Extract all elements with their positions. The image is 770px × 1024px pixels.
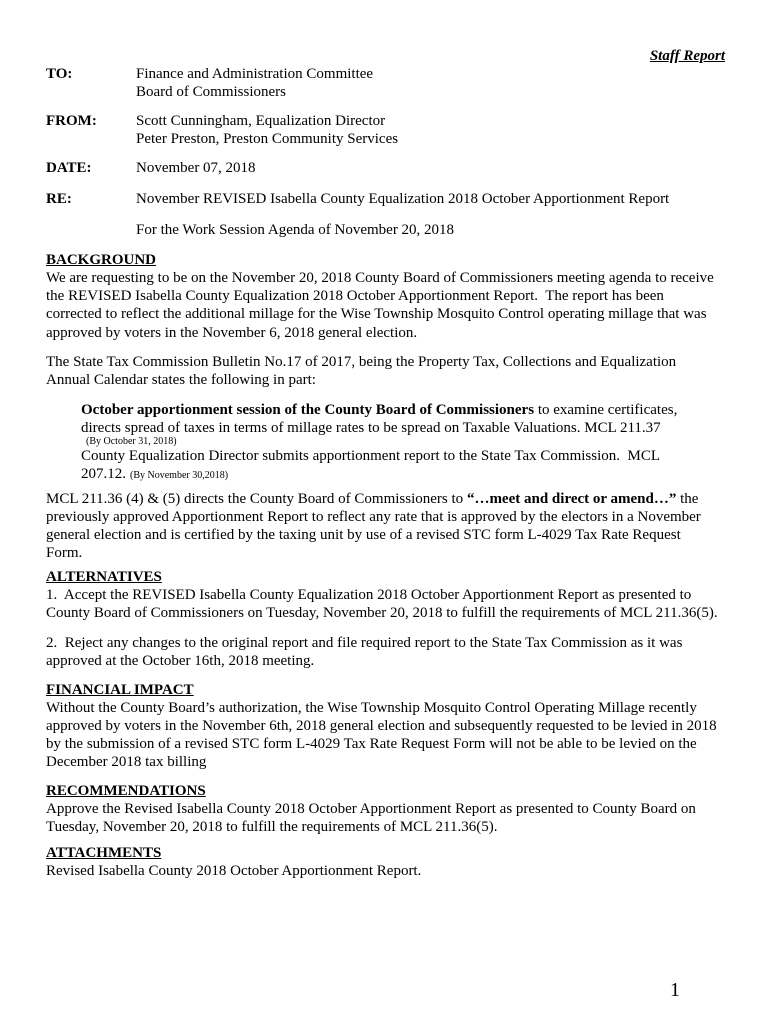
memo-to-row: [0, 65, 770, 105]
to-recipients: [136, 65, 373, 101]
text-line: general election and is certified by the taxing unit by use of a revised STC form L-4029 Tax Rate Request: [46, 527, 681, 544]
text-line: by the submission of a revised STC form L-4029 Tax Rate Request Form will not be able to be levied on the: [46, 736, 697, 752]
attachment-item: Revised Isabella County 2018 October Apportionment Report.: [46, 863, 422, 879]
text-line: Approve the Revised Isabella County 2018 October Apportionment Report as presented to County Board on: [46, 801, 696, 817]
from-sender: Peter Preston, Preston Community Services: [136, 131, 399, 147]
from-sender: Scott Cunningham, Equalization Director: [136, 113, 386, 129]
text-line: December 2018 tax billing: [46, 754, 207, 770]
from-label: FROM:: [46, 113, 97, 129]
to-label: TO:: [46, 66, 73, 82]
calendar-item-1-deadline: (By October 31, 2018): [86, 436, 177, 447]
calendar-item-1-text: to examine certificates,: [534, 402, 678, 418]
alternatives-section: [46, 568, 718, 623]
calendar-item-2: County Equalization Director submits apportionment report to the State Tax Commission. MCL: [81, 448, 661, 464]
alternatives-heading: ALTERNATIVES: [46, 569, 162, 585]
alternative-1-line: 1. Accept the REVISED Isabella County Equalization 2018 October Apportionment Report as presented to: [46, 587, 692, 604]
calendar-item-1-title: October apportionment session of the County Board of Commissioners: [81, 402, 535, 418]
recommendations-heading: RECOMMENDATIONS: [46, 783, 206, 799]
re-label: RE:: [46, 191, 72, 207]
text-line: Without the County Board’s authorization, the Wise Township Mosquito Control Operating Millage recently: [46, 700, 697, 716]
alternative-1-line: County Board of Commissioners on Tuesday, November 20, 2018 to fulfill the requirements of MCL 211.36(5).: [46, 605, 718, 622]
attachments-section: [46, 844, 421, 880]
from-senders: [136, 112, 398, 148]
alternative-2: [46, 634, 682, 670]
calendar-item-1-line-2: directs spread of taxes in terms of millage rates to be spread on Taxable Valuations. MCL 211.37: [81, 420, 661, 436]
financial-impact-heading: FINANCIAL IMPACT: [46, 682, 194, 698]
text-line: We are requesting to be on the November 20, 2018 County Board of Commissioners meeting agenda to receive: [46, 270, 714, 286]
text-line: the REVISED Isabella County Equalization 2018 October Apportionment Report. The report has been: [46, 288, 664, 305]
page-number: 1: [670, 979, 680, 1001]
annual-calendar-excerpt: [81, 401, 677, 485]
text-segment: MCL 211.36 (4) & (5) directs the County Board of Commissioners to: [46, 491, 467, 507]
alternative-2-line: 2. Reject any changes to the original report and file required report to the State Tax Commission as it was: [46, 635, 683, 651]
calendar-item-2-reference: 207.12.: [81, 466, 126, 482]
staff-report-label: Staff Report: [649, 48, 725, 64]
memo-agenda: For the Work Session Agenda of November 20, 2018: [136, 222, 455, 238]
background-paragraph-3: [46, 490, 701, 562]
text-line: previously approved Apportionment Report to reflect any rate that is approved by the electors in a November: [46, 509, 701, 526]
memo-subject: November REVISED Isabella County Equalization 2018 October Apportionment Report: [136, 191, 670, 207]
text-line: Annual Calendar states the following in part:: [46, 372, 316, 389]
text-line: Tuesday, November 20, 2018 to fulfill the requirements of MCL 211.36(5).: [46, 819, 498, 835]
date-label: DATE:: [46, 160, 92, 176]
attachments-heading: ATTACHMENTS: [46, 845, 162, 861]
text-line: The State Tax Commission Bulletin No.17 of 2017, being the Property Tax, Collections and Equalization: [46, 354, 677, 370]
background-paragraph-1: [46, 269, 714, 342]
recommendations-section: [46, 782, 696, 836]
text-line: approved by voters in the November 6th, 2018 general election and subsequently requested to be levied in 2018: [46, 718, 717, 734]
memo-from-row: [0, 112, 770, 152]
text-segment: the: [676, 491, 699, 507]
alternative-2-line: approved at the October 16th, 2018 meeting.: [46, 653, 315, 670]
quoted-text: “…meet and direct or amend…”: [466, 491, 677, 507]
text-line: corrected to reflect the additional millage for the Wise Township Mosquito Control operating millage that was: [46, 306, 707, 323]
text-line: approved by voters in the November 6, 2018 general election.: [46, 324, 418, 341]
calendar-item-2-deadline: (By November 30,2018): [130, 470, 229, 481]
financial-impact-section: [46, 681, 717, 771]
calendar-item-2-line-2: [81, 465, 677, 485]
text-line: Form.: [46, 545, 83, 562]
to-recipient: Finance and Administration Committee: [136, 66, 374, 82]
to-recipient: Board of Commissioners: [136, 84, 286, 100]
calendar-item-1: [81, 401, 677, 419]
text-line: [46, 490, 701, 508]
background-heading: BACKGROUND: [46, 252, 157, 268]
memo-date: November 07, 2018: [136, 160, 256, 176]
background-paragraph-2: [46, 353, 676, 389]
